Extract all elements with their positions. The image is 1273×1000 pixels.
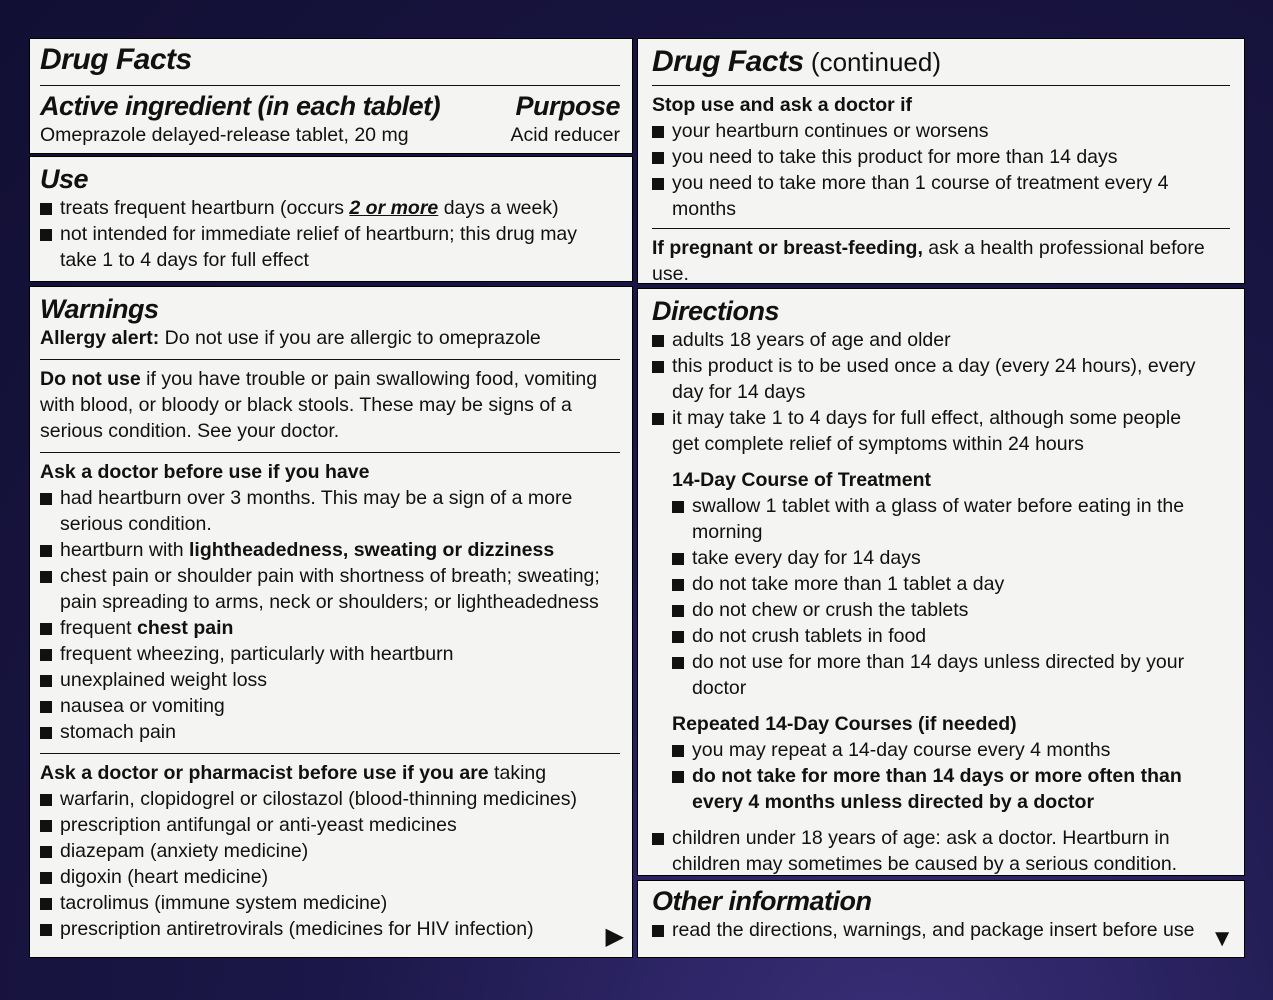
list-item: diazepam (anxiety medicine): [40, 838, 620, 864]
list-item: you may repeat a 14-day course every 4 months: [672, 737, 1204, 763]
list-item: do not chew or crush the tablets: [672, 597, 1204, 623]
divider: [652, 85, 1230, 86]
list-item: had heartburn over 3 months. This may be a sign of a more serious condition.: [40, 485, 620, 537]
directions-panel: [637, 288, 1245, 876]
list-item: it may take 1 to 4 days for full effect, although some people get complete relief of symptoms within 24 hours: [652, 405, 1204, 457]
list-item: you need to take more than 1 course of treatment every 4 months: [652, 170, 1230, 222]
course-list: [672, 493, 1204, 701]
stop-use-list: [652, 118, 1230, 222]
list-item: do not take for more than 14 days or more often than every 4 months unless directed by a doctor: [672, 763, 1204, 815]
list-item: not intended for immediate relief of heartburn; this drug may take 1 to 4 days for full effect: [40, 221, 612, 273]
divider: [40, 753, 620, 754]
divider: [652, 228, 1230, 229]
use-heading: Use: [40, 164, 89, 194]
drug-facts-continued-title: Drug Facts (continued): [652, 45, 942, 78]
other-information-list: [652, 917, 1230, 943]
list-item: frequent wheezing, particularly with heartburn: [40, 641, 620, 667]
divider: [40, 452, 620, 453]
other-information-panel: [637, 880, 1245, 958]
children-list: [652, 825, 1204, 876]
use-panel: [29, 156, 633, 282]
list-item: adults 18 years of age and older: [652, 327, 1204, 353]
repeat-heading: Repeated 14-Day Courses (if needed): [672, 713, 1017, 735]
continue-down-arrow-icon: ▼: [1210, 925, 1234, 952]
list-item: stomach pain: [40, 719, 620, 745]
active-ingredient-value: Omeprazole delayed-release tablet, 20 mg: [40, 124, 409, 146]
list-item: read the directions, warnings, and package insert before use: [652, 917, 1230, 943]
list-item: swallow 1 tablet with a glass of water before eating in the morning: [672, 493, 1204, 545]
warnings-panel: [29, 286, 633, 958]
divider: [40, 359, 620, 360]
list-item: unexplained weight loss: [40, 667, 620, 693]
list-item: digoxin (heart medicine): [40, 864, 620, 890]
list-item: tacrolimus (immune system medicine): [40, 890, 620, 916]
ask-pharmacist-heading: Ask a doctor or pharmacist before use if you are taking: [40, 762, 547, 784]
list-item: treats frequent heartburn (occurs 2 or more days a week): [40, 195, 612, 221]
list-item: nausea or vomiting: [40, 693, 620, 719]
list-item: chest pain or shoulder pain with shortness of breath; sweating; pain spreading to arms, neck or shoulders; or lightheadedness: [40, 563, 620, 615]
list-item: take every day for 14 days: [672, 545, 1204, 571]
stop-use-panel: [637, 38, 1245, 284]
warnings-heading: Warnings: [40, 294, 159, 324]
purpose-heading: Purpose: [515, 91, 620, 121]
list-item: heartburn with lightheadedness, sweating or dizziness: [40, 537, 620, 563]
list-item: this product is to be used once a day (every 24 hours), every day for 14 days: [652, 353, 1204, 405]
directions-list: [652, 327, 1204, 457]
divider: [40, 85, 620, 86]
list-item: do not use for more than 14 days unless directed by your doctor: [672, 649, 1204, 701]
ask-doctor-list: [40, 485, 620, 745]
active-ingredient-panel: [29, 38, 633, 154]
course-heading: 14-Day Course of Treatment: [672, 469, 931, 491]
pregnancy-warning: If pregnant or breast-feeding, ask a health professional before use.: [652, 237, 1205, 284]
purpose-value: Acid reducer: [510, 124, 620, 146]
list-item: you need to take this product for more than 14 days: [652, 144, 1230, 170]
list-item: frequent chest pain: [40, 615, 620, 641]
list-item: your heartburn continues or worsens: [652, 118, 1230, 144]
directions-heading: Directions: [652, 296, 780, 326]
list-item: warfarin, clopidogrel or cilostazol (blood-thinning medicines): [40, 786, 620, 812]
list-item: prescription antifungal or anti-yeast medicines: [40, 812, 620, 838]
repeat-list: [672, 737, 1204, 815]
list-item: do not crush tablets in food: [672, 623, 1204, 649]
stop-use-heading: Stop use and ask a doctor if: [652, 94, 913, 116]
drug-facts-title: Drug Facts: [40, 43, 192, 76]
do-not-use: Do not use if you have trouble or pain swallowing food, vomiting with blood, or bloody or black stools. These may be signs of a serious condition. See your doctor.: [40, 368, 598, 442]
active-ingredient-heading: Active ingredient (in each tablet): [40, 91, 441, 121]
allergy-alert: Allergy alert: Do not use if you are allergic to omeprazole: [40, 327, 541, 349]
other-information-heading: Other information: [652, 886, 872, 916]
list-item: prescription antiretrovirals (medicines for HIV infection): [40, 916, 620, 942]
ask-doctor-heading: Ask a doctor before use if you have: [40, 461, 370, 483]
continue-right-arrow-icon: ▶: [605, 923, 624, 950]
list-item: do not take more than 1 tablet a day: [672, 571, 1204, 597]
use-list: [40, 195, 612, 273]
frequency-emphasis: 2 or more: [349, 197, 439, 219]
list-item: children under 18 years of age: ask a doctor. Heartburn in children may sometimes be caused by a serious condition.: [652, 825, 1204, 876]
ask-pharmacist-list: [40, 786, 620, 942]
